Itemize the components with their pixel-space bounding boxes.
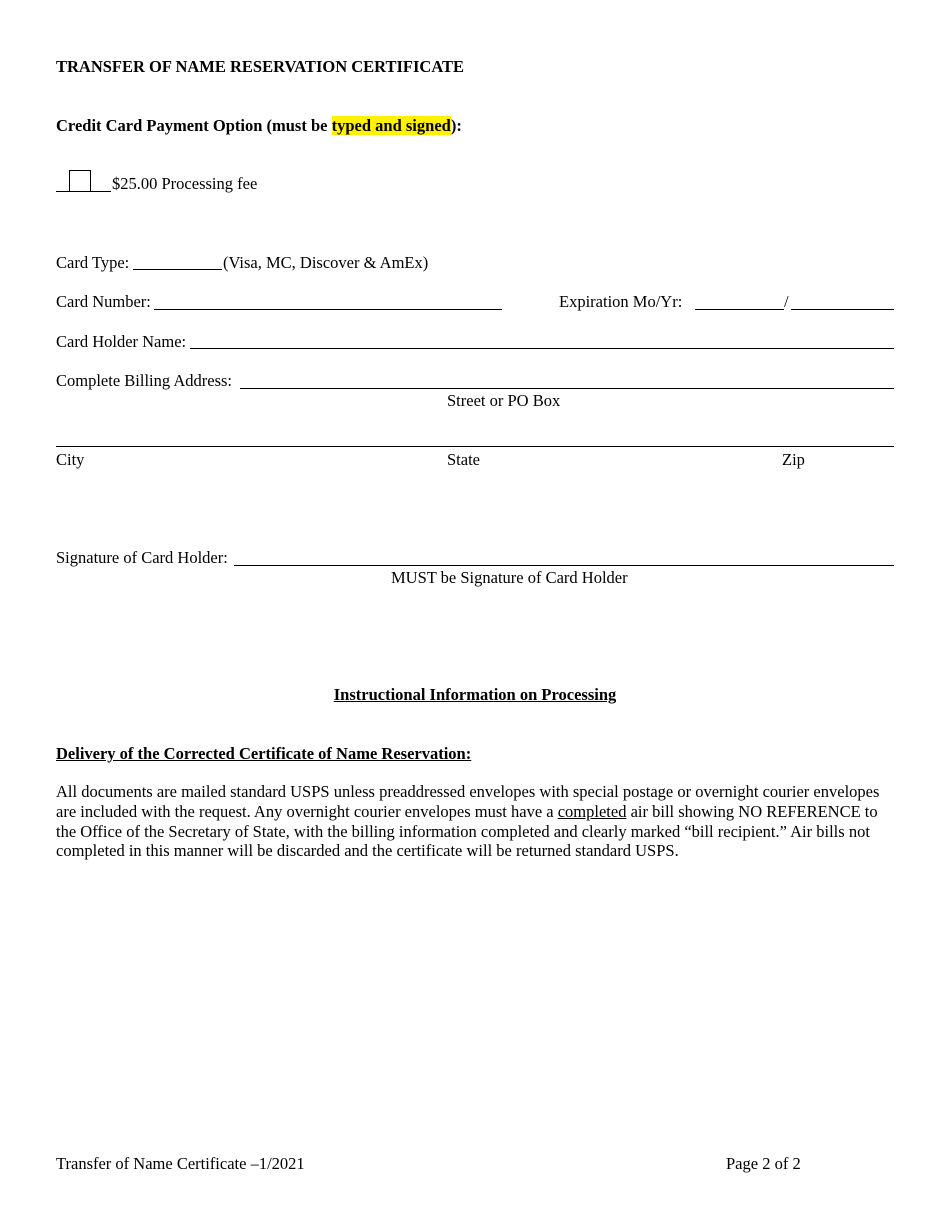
card-number-field[interactable] [154, 309, 502, 310]
card-number-label: Card Number: [56, 292, 151, 311]
instructions-heading: Instructional Information on Processing [333, 685, 617, 704]
card-holder-name-field[interactable] [190, 348, 894, 349]
payment-option-label [56, 116, 462, 136]
street-caption: Street or PO Box [447, 391, 561, 410]
billing-address-label: Complete Billing Address: [56, 371, 232, 390]
expiration-label: Expiration Mo/Yr: [559, 292, 683, 311]
state-caption: State [447, 450, 480, 469]
document-title: TRANSFER OF NAME RESERVATION CERTIFICATE [56, 57, 465, 76]
signature-field[interactable] [234, 565, 894, 566]
delivery-text-part1: All documents are mailed standard USPS unless preaddressed envelopes with special postage or overnight courier envelopes are included with the request. Any overnight courier envelopes must have a [56, 782, 880, 821]
footer-page-number: Page 2 of 2 [726, 1154, 801, 1173]
delivery-subheading: Delivery of the Corrected Certificate of Name Reservation: [56, 744, 472, 763]
payment-label-post: ): [450, 116, 462, 135]
processing-fee-label: $25.00 Processing fee [112, 174, 258, 193]
zip-caption: Zip [782, 450, 805, 469]
payment-label-highlight: typed and signed [331, 116, 451, 135]
signature-label: Signature of Card Holder: [56, 548, 228, 567]
delivery-text-underlined: completed [557, 801, 627, 821]
delivery-text-part2: air bill showing NO REFERENCE to the Office of the Secretary of State, with the billing information completed and clearly marked “bill recipient.” Air bills not completed in this manner will be discarded and the certificate will be returned standard USPS. [56, 801, 878, 861]
payment-label-pre: Credit Card Payment Option (must be [56, 116, 332, 135]
card-holder-name-label: Card Holder Name: [56, 332, 187, 351]
signature-caption: MUST be Signature of Card Holder [391, 568, 628, 587]
billing-street-field[interactable] [240, 388, 894, 389]
card-type-label: Card Type: [56, 253, 130, 272]
processing-fee-checkbox[interactable] [69, 170, 91, 192]
card-type-field[interactable] [133, 269, 222, 270]
expiration-month-field[interactable] [695, 309, 784, 310]
city-caption: City [56, 450, 85, 469]
billing-city-state-zip-field[interactable] [56, 446, 894, 447]
card-type-note: (Visa, MC, Discover & AmEx) [223, 253, 429, 272]
footer-form-id: Transfer of Name Certificate –1/2021 [56, 1154, 305, 1173]
delivery-paragraph [56, 782, 886, 861]
expiration-year-field[interactable] [791, 309, 894, 310]
expiration-separator: / [784, 292, 789, 311]
